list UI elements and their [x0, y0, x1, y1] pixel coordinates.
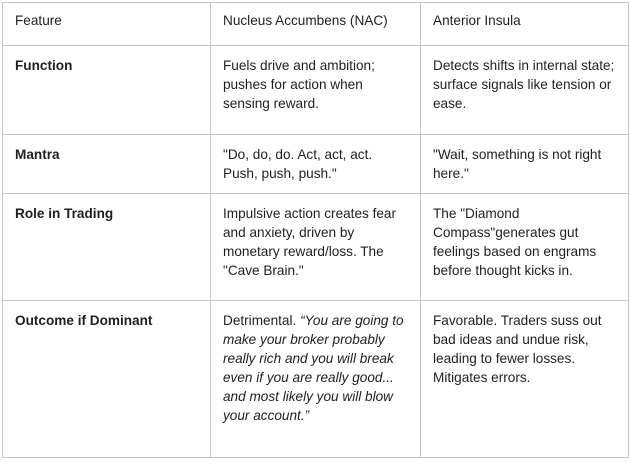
header-insula: Anterior Insula [421, 3, 629, 46]
header-feature: Feature [3, 3, 211, 46]
comparison-table [2, 2, 629, 458]
row-label-mantra: Mantra [3, 135, 211, 194]
cell-nac-role-in-trading: Impulsive action creates fear and anxiety, driven by monetary reward/loss. The "Cave Brain." [211, 194, 421, 301]
row-label-function: Function [3, 46, 211, 135]
header-nac: Nucleus Accumbens (NAC) [211, 3, 421, 46]
cell-insula-outcome-if-dominant: Favorable. Traders suss out bad ideas and undue risk, leading to fewer losses. Mitigates errors. [421, 301, 629, 458]
table-row [3, 301, 629, 458]
cell-nac-function: Fuels drive and ambition; pushes for action when sensing reward. [211, 46, 421, 135]
table-row [3, 194, 629, 301]
cell-insula-role-in-trading: The "Diamond Compass"generates gut feelings based on engrams before thought kicks in. [421, 194, 629, 301]
cell-nac-outcome-if-dominant [211, 301, 421, 458]
row-label-outcome-if-dominant: Outcome if Dominant [3, 301, 211, 458]
outcome-nac-quote: “You are going to make your broker probably really rich and you will break even if you are really good... and most likely you will blow your account.” [223, 313, 404, 423]
row-label-role-in-trading: Role in Trading [3, 194, 211, 301]
cell-nac-mantra: "Do, do, do. Act, act, act. Push, push, push." [211, 135, 421, 194]
comparison-table-container [2, 2, 629, 458]
table-header-row [3, 3, 629, 46]
cell-insula-function: Detects shifts in internal state; surface signals like tension or ease. [421, 46, 629, 135]
outcome-nac-prefix: Detrimental. [223, 313, 301, 328]
cell-insula-mantra: "Wait, something is not right here." [421, 135, 629, 194]
table-row [3, 135, 629, 194]
table-row [3, 46, 629, 135]
